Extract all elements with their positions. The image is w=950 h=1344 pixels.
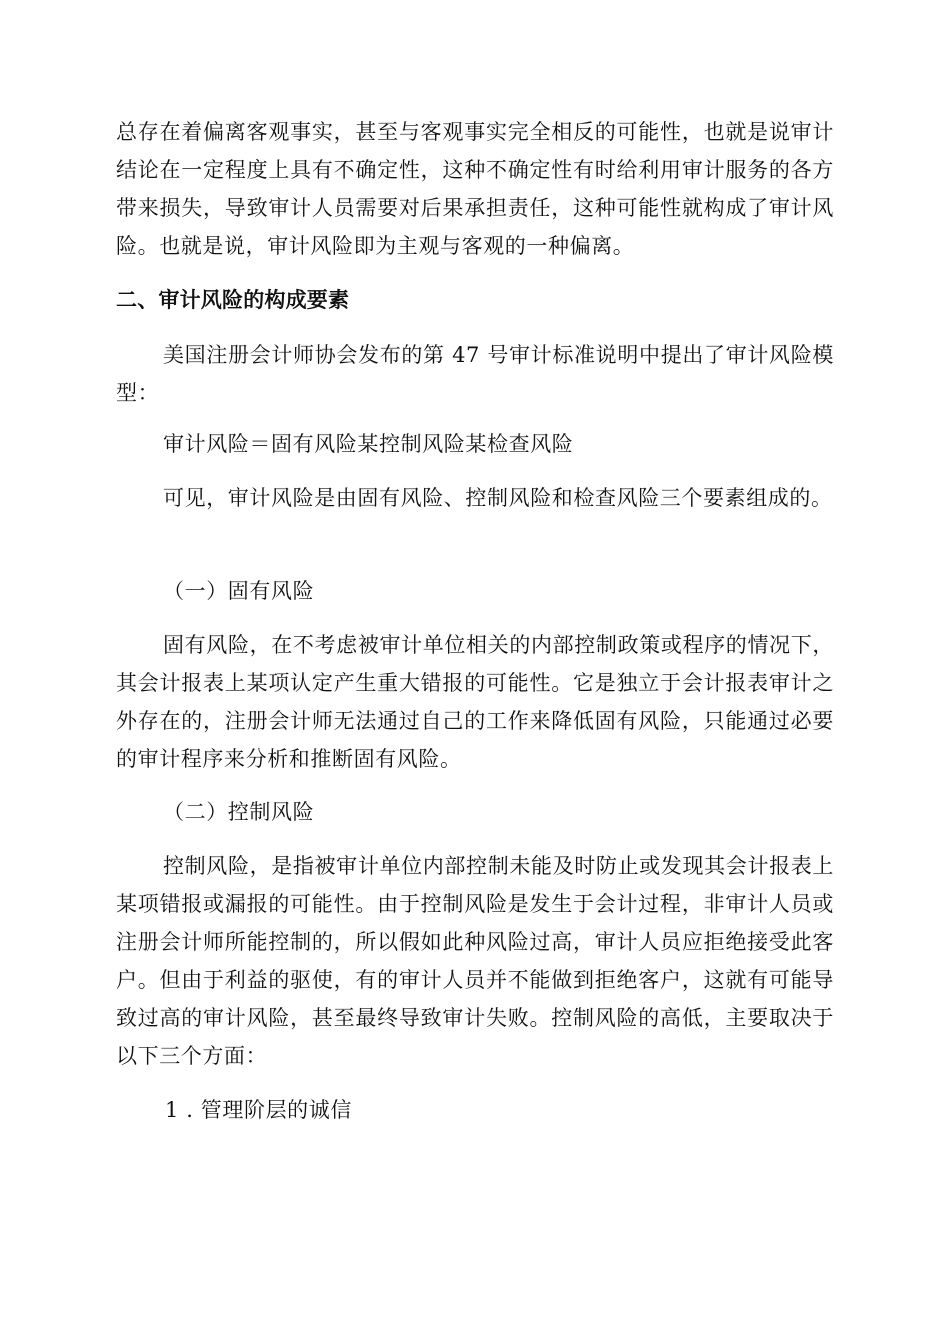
formula-line: 审计风险＝固有风险某控制风险某检查风险 (163, 432, 574, 456)
paragraph-model-intro: 美国注册会计师协会发布的第 47 号审计标准说明中提出了审计风险模型： (116, 343, 834, 405)
paragraph-control-risk: 控制风险，是指被审计单位内部控制未能及时防止或发现其会计报表上某项错报或漏报的可能性。由于控制风险是发生于会计过程，非审计人员或注册会计师所能控制的，所以假如此种风险过高，审计人员应拒绝接受此客户。但由于利益的驱使，有的审计人员并不能做到拒绝客户，这就有可能导致过高的审计风险，甚至最终导致审计失败。控制风险的高低，主要取决于以下三个方面： (116, 854, 834, 1068)
subheading-inherent-risk: （一）固有风险 (163, 579, 315, 603)
paragraph-continuation: 总存在着偏离客观事实，甚至与客观事实完全相反的可能性，也就是说审计结论在一定程度上具有不确定性，这种不确定性有时给利用审计服务的各方带来损失，导致审计人员需要对后果承担责任，这种可能性就构成了审计风险。也就是说，审计风险即为主观与客观的一种偏离。 (116, 120, 834, 258)
list-item-management-integrity: 1 . 管理阶层的诚信 (165, 1098, 352, 1122)
paragraph-components: 可见，审计风险是由固有风险、控制风险和检查风险三个要素组成的。 (163, 486, 833, 510)
paragraph-inherent-risk: 固有风险，在不考虑被审计单位相关的内部控制政策或程序的情况下，其会计报表上某项认定产生重大错报的可能性。它是独立于会计报表审计之外存在的，注册会计师无法通过自己的工作来降低固有风险，只能通过必要的审计程序来分析和推断固有风险。 (116, 633, 834, 771)
section-heading: 二、审计风险的构成要素 (116, 288, 350, 312)
subheading-control-risk: （二）控制风险 (163, 800, 315, 824)
